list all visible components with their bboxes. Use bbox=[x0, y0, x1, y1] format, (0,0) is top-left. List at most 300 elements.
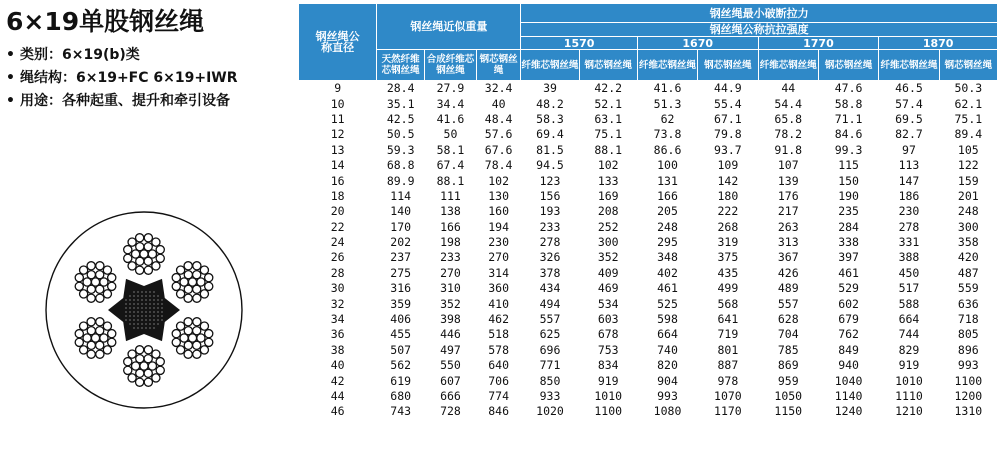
core-fiber-dot bbox=[137, 327, 138, 328]
table-row bbox=[299, 189, 998, 204]
cell-diameter: 14 bbox=[330, 158, 345, 173]
table-cell: 352 bbox=[597, 250, 619, 265]
table-cell: 41.6 bbox=[653, 81, 682, 96]
core-fiber-dot bbox=[145, 295, 146, 296]
table-cell: 100 bbox=[657, 158, 678, 173]
rope-wire bbox=[80, 346, 88, 354]
table-cell: 849 bbox=[838, 342, 859, 357]
table-cell: 205 bbox=[657, 204, 678, 219]
table-cell: 461 bbox=[657, 281, 678, 296]
rope-wire bbox=[75, 282, 83, 290]
table-cell: 450 bbox=[898, 265, 920, 280]
table-cell: 578 bbox=[488, 342, 510, 357]
table-cell: 388 bbox=[898, 250, 920, 265]
table-cell: 252 bbox=[597, 219, 619, 234]
table-cell: 48.4 bbox=[484, 111, 513, 126]
header-min-breaking-force: 钢丝绳最小破断拉力 bbox=[521, 4, 998, 23]
core-fiber-dot bbox=[145, 311, 146, 312]
table-cell: 696 bbox=[539, 342, 561, 357]
table-cell: 1150 bbox=[774, 404, 803, 419]
rope-wire bbox=[144, 355, 152, 363]
table-cell: 378 bbox=[539, 265, 561, 280]
table-cell: 978 bbox=[717, 373, 739, 388]
table-cell: 469 bbox=[597, 281, 619, 296]
table-cell: 99.3 bbox=[834, 142, 863, 157]
col-fiber-core-1670: 纤维芯钢丝绳 bbox=[637, 50, 697, 81]
rope-wire bbox=[152, 262, 160, 270]
rope-wire bbox=[136, 243, 144, 251]
core-fiber-dot bbox=[149, 307, 150, 308]
cell-diameter: 36 bbox=[330, 327, 345, 342]
table-cell: 28.4 bbox=[386, 81, 415, 96]
rope-wire bbox=[144, 346, 152, 354]
core-fiber-dot bbox=[153, 299, 154, 300]
table-cell: 47.6 bbox=[834, 81, 863, 96]
table-cell: 641 bbox=[717, 312, 739, 327]
table-cell: 94.5 bbox=[536, 158, 564, 173]
rope-wire bbox=[172, 274, 180, 282]
table-cell: 217 bbox=[777, 204, 799, 219]
table-cell: 805 bbox=[957, 327, 979, 342]
table-cell: 313 bbox=[777, 235, 799, 250]
table-cell: 559 bbox=[957, 281, 979, 296]
table-cell: 704 bbox=[777, 327, 799, 342]
table-cell: 109 bbox=[717, 158, 739, 173]
table-cell: 728 bbox=[440, 404, 461, 419]
table-row bbox=[299, 404, 998, 419]
core-fiber-dot bbox=[137, 311, 138, 312]
spec-list bbox=[6, 44, 238, 113]
table-cell: 169 bbox=[597, 188, 619, 203]
col-fiber-core-1770: 纤维芯钢丝绳 bbox=[758, 50, 818, 81]
rope-wire bbox=[172, 338, 180, 346]
table-cell: 499 bbox=[717, 281, 739, 296]
table-cell: 1110 bbox=[895, 389, 923, 403]
table-cell: 275 bbox=[390, 265, 412, 280]
rope-wire bbox=[152, 350, 160, 358]
rope-wire bbox=[172, 282, 180, 290]
table-cell: 1080 bbox=[653, 404, 682, 419]
core-fiber-dot bbox=[157, 319, 158, 320]
table-cell: 557 bbox=[539, 312, 561, 327]
rope-wire bbox=[144, 234, 152, 242]
bullet-icon: • bbox=[6, 93, 15, 109]
core-fiber-dot bbox=[153, 303, 154, 304]
table-cell: 73.8 bbox=[653, 127, 682, 142]
table-cell: 69.5 bbox=[895, 111, 923, 126]
table-cell: 75.1 bbox=[594, 127, 623, 142]
table-cell: 744 bbox=[898, 327, 920, 342]
core-fiber-dot bbox=[149, 291, 150, 292]
core-fiber-dot bbox=[149, 315, 150, 316]
core-fiber-dot bbox=[129, 319, 130, 320]
table-cell: 529 bbox=[838, 281, 859, 296]
table-cell: 359 bbox=[390, 296, 412, 311]
bullet-icon: • bbox=[6, 47, 15, 63]
table-cell: 771 bbox=[539, 358, 561, 373]
rope-wire bbox=[124, 246, 132, 254]
col-steel-core-1570: 钢芯钢丝绳 bbox=[579, 50, 637, 81]
core-fiber-dot bbox=[125, 299, 126, 300]
rope-wire bbox=[87, 318, 95, 326]
table-cell: 940 bbox=[838, 358, 859, 373]
table-cell: 446 bbox=[440, 327, 461, 342]
rope-wire bbox=[200, 346, 208, 354]
rope-wire bbox=[108, 330, 116, 338]
table-cell: 102 bbox=[488, 173, 510, 188]
core-fiber-dot bbox=[161, 319, 162, 320]
core-fiber-dot bbox=[129, 307, 130, 308]
core-fiber-dot bbox=[149, 295, 150, 296]
rope-wire bbox=[124, 366, 132, 374]
table-cell: 123 bbox=[539, 173, 561, 188]
table-cell: 230 bbox=[898, 204, 920, 219]
spec-table bbox=[298, 3, 998, 420]
table-cell: 518 bbox=[488, 327, 510, 342]
cell-diameter: 34 bbox=[330, 312, 345, 327]
core-fiber-dot bbox=[137, 303, 138, 304]
table-row bbox=[299, 81, 998, 97]
core-fiber-dot bbox=[141, 295, 142, 296]
core-fiber-dot bbox=[157, 295, 158, 296]
table-cell: 331 bbox=[898, 235, 920, 250]
rope-wire bbox=[87, 294, 95, 302]
rope-wire bbox=[144, 369, 152, 377]
cell-diameter: 32 bbox=[330, 296, 345, 311]
table-cell: 67.4 bbox=[436, 158, 465, 173]
rope-wire bbox=[177, 266, 185, 274]
table-cell: 268 bbox=[717, 219, 739, 234]
table-cell: 54.4 bbox=[774, 96, 803, 111]
table-cell: 588 bbox=[898, 296, 920, 311]
table-cell: 550 bbox=[440, 358, 461, 373]
core-fiber-dot bbox=[137, 323, 138, 324]
cell-diameter: 42 bbox=[330, 373, 345, 388]
rope-wire bbox=[193, 262, 201, 270]
table-cell: 248 bbox=[957, 204, 979, 219]
table-cell: 41.6 bbox=[436, 111, 465, 126]
rope-wire bbox=[184, 271, 192, 279]
table-cell: 762 bbox=[838, 327, 859, 342]
spec-text: 绳结构：6×19+FC 6×19+IWR bbox=[20, 70, 238, 86]
table-row bbox=[299, 96, 998, 111]
table-cell: 202 bbox=[390, 235, 412, 250]
rope-wire bbox=[103, 290, 111, 298]
table-row bbox=[299, 143, 998, 158]
rope-wire bbox=[96, 318, 104, 326]
table-cell: 122 bbox=[957, 158, 979, 173]
core-fiber-dot bbox=[125, 315, 126, 316]
core-fiber-dot bbox=[129, 311, 130, 312]
core-fiber-dot bbox=[125, 319, 126, 320]
table-cell: 1100 bbox=[954, 373, 983, 388]
table-cell: 904 bbox=[657, 373, 678, 388]
rope-wire bbox=[193, 318, 201, 326]
table-cell: 42.2 bbox=[594, 81, 623, 96]
table-cell: 270 bbox=[488, 250, 510, 265]
rope-wire bbox=[136, 234, 144, 242]
rope-wire bbox=[193, 341, 201, 349]
core-fiber-dot bbox=[133, 311, 134, 312]
table-cell: 44.9 bbox=[714, 81, 742, 96]
table-cell: 186 bbox=[898, 188, 920, 203]
table-cell: 111 bbox=[440, 188, 461, 203]
rope-wire bbox=[200, 322, 208, 330]
table-cell: 398 bbox=[440, 312, 461, 327]
table-cell: 719 bbox=[717, 327, 739, 342]
table-cell: 67.6 bbox=[484, 142, 513, 157]
table-cell: 680 bbox=[390, 389, 412, 403]
table-cell: 1050 bbox=[774, 389, 803, 403]
table-cell: 114 bbox=[390, 188, 412, 203]
table-cell: 63.1 bbox=[594, 111, 623, 126]
rope-wire bbox=[205, 338, 213, 346]
table-row bbox=[299, 358, 998, 373]
table-cell: 115 bbox=[838, 158, 859, 173]
core-fiber-dot bbox=[145, 291, 146, 292]
table-cell: 130 bbox=[488, 188, 510, 203]
table-cell: 664 bbox=[657, 327, 678, 342]
rope-wire bbox=[193, 285, 201, 293]
core-fiber-dot bbox=[141, 327, 142, 328]
rope-wire bbox=[205, 330, 213, 338]
cell-diameter: 11 bbox=[330, 111, 345, 126]
core-fiber-dot bbox=[141, 319, 142, 320]
core-fiber-dot bbox=[161, 299, 162, 300]
cell-diameter: 38 bbox=[330, 342, 345, 357]
core-fiber-dot bbox=[157, 323, 158, 324]
table-cell: 193 bbox=[539, 204, 561, 219]
table-cell: 50.3 bbox=[954, 81, 983, 96]
table-cell: 678 bbox=[597, 327, 619, 342]
rope-wire bbox=[96, 271, 104, 279]
rope-wire bbox=[177, 290, 185, 298]
table-cell: 180 bbox=[717, 188, 739, 203]
table-cell: 1200 bbox=[954, 389, 983, 403]
table-cell: 850 bbox=[539, 373, 561, 388]
rope-wire bbox=[200, 290, 208, 298]
rope-wire bbox=[177, 346, 185, 354]
table-cell: 455 bbox=[390, 327, 412, 342]
grade-1570: 1570 bbox=[521, 37, 637, 50]
page-title: 6×19单股钢丝绳 bbox=[6, 7, 205, 36]
table-cell: 150 bbox=[838, 173, 859, 188]
table-cell: 58.3 bbox=[536, 111, 564, 126]
table-cell: 461 bbox=[838, 265, 859, 280]
core-fiber-dot bbox=[125, 311, 126, 312]
table-row bbox=[299, 173, 998, 188]
bullet-icon: • bbox=[6, 70, 15, 86]
table-cell: 397 bbox=[838, 250, 859, 265]
table-cell: 89.9 bbox=[386, 173, 415, 188]
core-fiber-dot bbox=[137, 299, 138, 300]
table-row bbox=[299, 112, 998, 127]
table-cell: 201 bbox=[957, 188, 979, 203]
core-fiber-dot bbox=[137, 315, 138, 316]
table-cell: 142 bbox=[717, 173, 739, 188]
cell-diameter: 18 bbox=[330, 188, 345, 203]
table-cell: 1210 bbox=[895, 404, 923, 419]
rope-wire bbox=[96, 341, 104, 349]
core-fiber-dot bbox=[149, 311, 150, 312]
table-cell: 568 bbox=[717, 296, 739, 311]
cell-diameter: 22 bbox=[330, 219, 345, 234]
table-cell: 166 bbox=[440, 219, 461, 234]
table-cell: 69.4 bbox=[536, 127, 564, 142]
core-fiber-dot bbox=[141, 315, 142, 316]
core-fiber-dot bbox=[157, 299, 158, 300]
table-cell: 48.2 bbox=[536, 96, 564, 111]
core-fiber-dot bbox=[145, 299, 146, 300]
col-fiber-core-1870: 纤维芯钢丝绳 bbox=[879, 50, 939, 81]
grade-1670: 1670 bbox=[637, 37, 758, 50]
core-fiber-dot bbox=[153, 311, 154, 312]
rope-wire bbox=[152, 238, 160, 246]
rope-wire bbox=[184, 318, 192, 326]
table-cell: 557 bbox=[777, 296, 799, 311]
table-cell: 706 bbox=[488, 373, 510, 388]
table-row bbox=[299, 373, 998, 388]
table-cell: 44 bbox=[781, 81, 796, 96]
table-cell: 55.4 bbox=[714, 96, 742, 111]
core-fiber-dot bbox=[141, 307, 142, 308]
rope-wire bbox=[144, 257, 152, 265]
cell-diameter: 16 bbox=[330, 173, 345, 188]
spec-item-usage bbox=[6, 90, 238, 113]
table-cell: 896 bbox=[957, 342, 979, 357]
table-cell: 235 bbox=[838, 204, 859, 219]
cell-diameter: 9 bbox=[334, 81, 342, 96]
table-cell: 489 bbox=[777, 281, 799, 296]
table-cell: 107 bbox=[777, 158, 799, 173]
core-fiber-dot bbox=[141, 303, 142, 304]
table-cell: 113 bbox=[898, 158, 920, 173]
table-row bbox=[299, 158, 998, 173]
table-cell: 208 bbox=[597, 204, 619, 219]
table-cell: 740 bbox=[657, 342, 678, 357]
table-cell: 222 bbox=[717, 204, 739, 219]
core-fiber-dot bbox=[153, 319, 154, 320]
core-fiber-dot bbox=[161, 303, 162, 304]
table-cell: 65.8 bbox=[774, 111, 803, 126]
table-cell: 93.7 bbox=[714, 142, 742, 157]
table-cell: 50 bbox=[443, 127, 458, 142]
table-cell: 507 bbox=[390, 342, 412, 357]
rope-wire bbox=[184, 262, 192, 270]
rope-wire bbox=[124, 254, 132, 262]
cell-diameter: 12 bbox=[330, 127, 345, 142]
rope-wire bbox=[205, 274, 213, 282]
table-cell: 97 bbox=[902, 142, 916, 157]
rope-wire bbox=[177, 322, 185, 330]
table-cell: 607 bbox=[440, 373, 461, 388]
table-cell: 78.4 bbox=[484, 158, 513, 173]
core-fiber-dot bbox=[133, 315, 134, 316]
spec-table-body bbox=[299, 81, 998, 420]
table-row bbox=[299, 127, 998, 142]
cell-diameter: 24 bbox=[330, 235, 345, 250]
table-cell: 993 bbox=[957, 358, 979, 373]
table-cell: 194 bbox=[488, 219, 510, 234]
table-cell: 39 bbox=[543, 81, 557, 96]
core-fiber-dot bbox=[157, 303, 158, 304]
table-cell: 666 bbox=[440, 389, 461, 403]
rope-wire bbox=[87, 262, 95, 270]
rope-wire bbox=[193, 271, 201, 279]
table-cell: 88.1 bbox=[594, 142, 623, 157]
table-cell: 326 bbox=[539, 250, 561, 265]
table-cell: 993 bbox=[657, 389, 678, 403]
table-cell: 91.8 bbox=[774, 142, 803, 157]
core-fiber-dot bbox=[149, 299, 150, 300]
table-cell: 62.1 bbox=[954, 96, 983, 111]
table-cell: 88.1 bbox=[436, 173, 465, 188]
core-fiber-dot bbox=[157, 315, 158, 316]
table-cell: 959 bbox=[777, 373, 799, 388]
core-fiber-dot bbox=[145, 315, 146, 316]
core-fiber-dot bbox=[161, 307, 162, 308]
core-fiber-dot bbox=[141, 323, 142, 324]
rope-wire bbox=[156, 366, 164, 374]
table-cell: 774 bbox=[488, 389, 510, 403]
rope-wire bbox=[172, 330, 180, 338]
rope-wire bbox=[200, 266, 208, 274]
rope-wire bbox=[136, 346, 144, 354]
table-cell: 263 bbox=[777, 219, 799, 234]
rope-wire bbox=[108, 274, 116, 282]
rope-wire bbox=[124, 358, 132, 366]
rope-wire bbox=[152, 374, 160, 382]
cell-diameter: 28 bbox=[330, 265, 345, 280]
col-steel-core-weight: 钢芯钢丝绳 bbox=[476, 50, 520, 81]
table-cell: 625 bbox=[539, 327, 561, 342]
table-cell: 434 bbox=[539, 281, 561, 296]
table-cell: 628 bbox=[777, 312, 799, 327]
table-cell: 140 bbox=[390, 204, 412, 219]
table-cell: 42.5 bbox=[386, 111, 415, 126]
table-cell: 525 bbox=[657, 296, 678, 311]
core-fiber-dot bbox=[153, 327, 154, 328]
table-cell: 230 bbox=[488, 235, 510, 250]
table-cell: 233 bbox=[440, 250, 461, 265]
table-cell: 32.4 bbox=[484, 81, 513, 96]
table-row bbox=[299, 204, 998, 219]
header-approx-weight: 钢丝绳近似重量 bbox=[377, 4, 521, 50]
table-row bbox=[299, 389, 998, 404]
table-cell: 636 bbox=[957, 296, 979, 311]
grade-1870: 1870 bbox=[879, 37, 998, 50]
table-cell: 176 bbox=[777, 188, 799, 203]
table-cell: 1020 bbox=[536, 404, 564, 419]
core-fiber-dot bbox=[149, 327, 150, 328]
core-fiber-dot bbox=[133, 291, 134, 292]
table-cell: 62 bbox=[660, 111, 675, 126]
table-cell: 801 bbox=[717, 342, 739, 357]
core-fiber-dot bbox=[133, 327, 134, 328]
table-cell: 829 bbox=[898, 342, 920, 357]
rope-wire bbox=[144, 266, 152, 274]
core-fiber-dot bbox=[145, 319, 146, 320]
table-cell: 170 bbox=[390, 219, 412, 234]
table-cell: 34.4 bbox=[436, 96, 465, 111]
cell-diameter: 44 bbox=[330, 389, 345, 403]
table-cell: 131 bbox=[657, 173, 678, 188]
cell-diameter: 40 bbox=[330, 358, 345, 373]
table-cell: 166 bbox=[657, 188, 678, 203]
table-cell: 562 bbox=[390, 358, 412, 373]
rope-wire bbox=[128, 350, 136, 358]
table-cell: 71.1 bbox=[834, 111, 863, 126]
